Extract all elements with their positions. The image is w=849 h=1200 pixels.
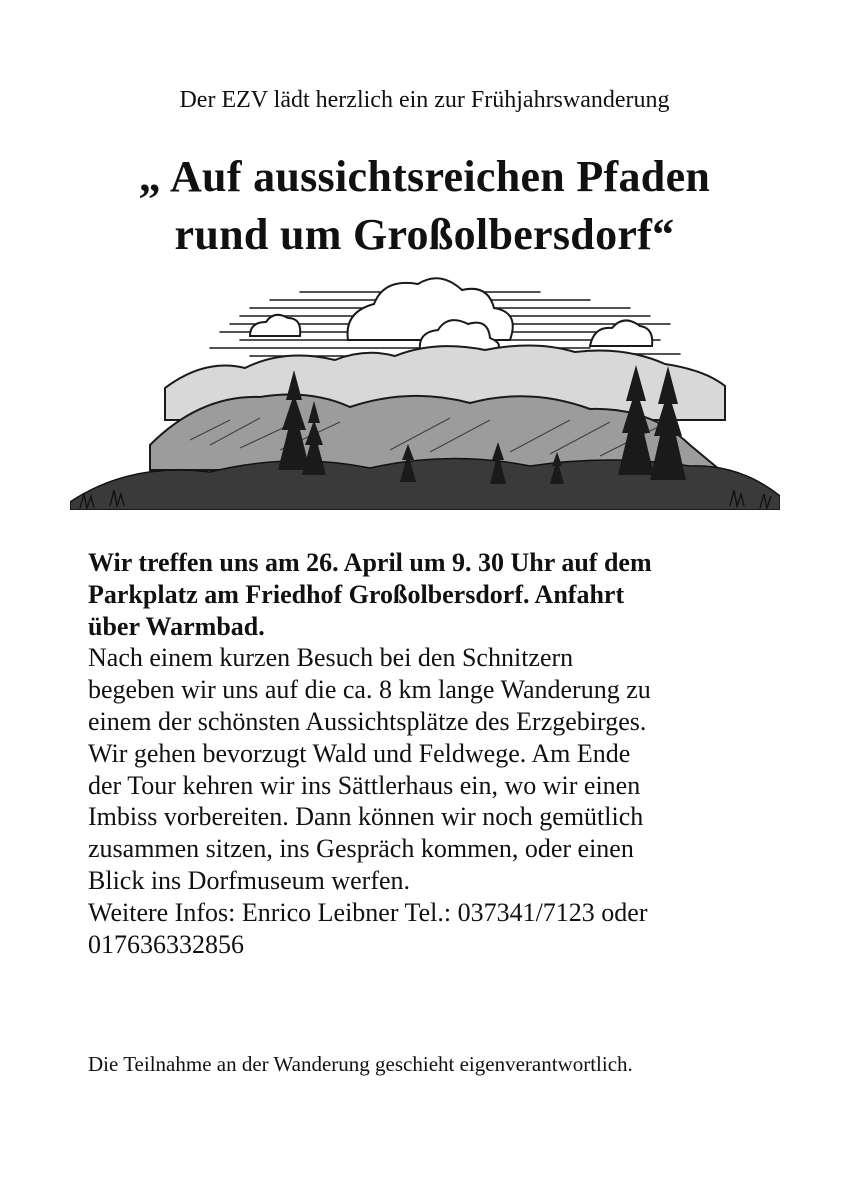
invitation-intro: Der EZV lädt herzlich ein zur Frühjahrswanderung [179,87,670,113]
disclaimer: Die Teilnahme an der Wanderung geschieht eigenverantwortlich. [88,1052,633,1076]
hike-title-line-2: rund um Großolbersdorf“ [174,210,675,259]
contact-info-line-1: Weitere Infos: Enrico Leibner Tel.: 037341/7123 oder [88,897,648,927]
description-line-8: Blick ins Dorfmuseum werfen. [88,865,411,895]
mountain-landscape-with-trees-and-clouds-icon [70,270,780,510]
description-line-5: der Tour kehren wir ins Sättlerhaus ein, wo wir einen [88,770,641,800]
description-line-4: Wir gehen bevorzugt Wald und Feldwege. Am Ende [88,738,631,768]
description-line-3: einem der schönsten Aussichtsplätze des Erzgebirges. [88,706,647,736]
meeting-info-line-2: Parkplatz am Friedhof Großolbersdorf. Anfahrt [88,579,625,609]
event-details [88,547,788,960]
meeting-info-line-3: über Warmbad. [88,611,265,641]
meeting-info-line-1: Wir treffen uns am 26. April um 9. 30 Uhr auf dem [88,548,652,577]
hike-title-line-1: „ Auf aussichtsreichen Pfaden [138,152,711,201]
description-line-7: zusammen sitzen, ins Gespräch kommen, oder einen [88,834,634,864]
description-line-2: begeben wir uns auf die ca. 8 km lange Wanderung zu [88,675,651,705]
hike-title [0,148,849,264]
description-line-6: Imbiss vorbereiten. Dann können wir noch gemütlich [88,802,644,832]
description-line-1: Nach einem kurzen Besuch bei den Schnitzern [88,643,574,673]
contact-info-line-2: 017636332856 [88,929,244,959]
